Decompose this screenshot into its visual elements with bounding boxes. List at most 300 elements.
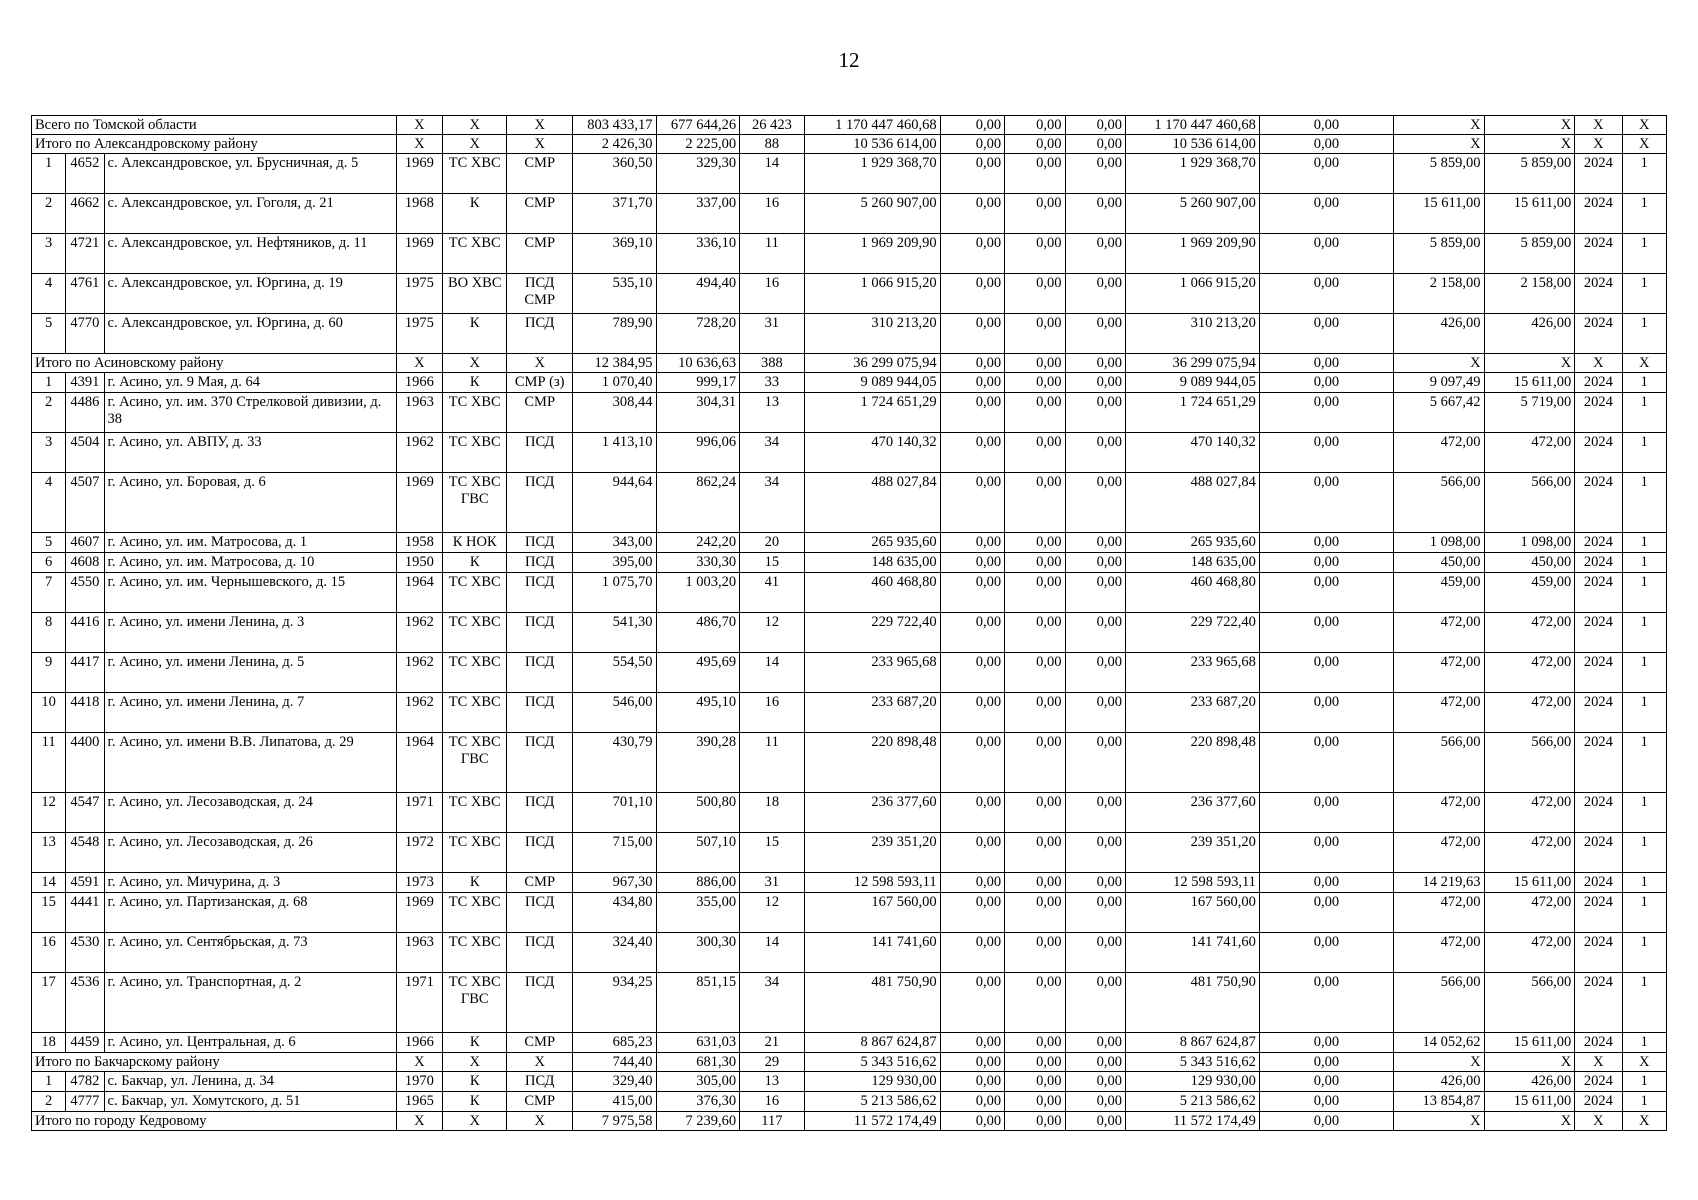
house-id-cell: 4761 [66,274,104,314]
data-cell: 0,00 [1005,693,1065,733]
address-cell: г. Асино, ул. им. Матросова, д. 10 [104,553,396,573]
data-cell: 265 935,60 [1125,533,1259,553]
data-cell: К [443,1092,507,1112]
data-cell: 1966 [396,1033,442,1053]
data-cell: 0,00 [1005,893,1065,933]
data-cell: 535,10 [572,274,656,314]
data-cell: 5 260 907,00 [1125,194,1259,234]
data-cell: 0,00 [940,1092,1004,1112]
data-cell: ТС ХВС [443,154,507,194]
data-cell: 0,00 [1065,653,1125,693]
table-row [32,933,1667,973]
data-cell: 2024 [1575,973,1622,1033]
data-cell: 472,00 [1393,433,1484,473]
data-cell: 472,00 [1484,433,1575,473]
data-cell: 0,00 [1065,793,1125,833]
data-cell: 0,00 [1259,135,1393,154]
data-cell: 944,64 [572,473,656,533]
data-cell: 1 [1622,473,1666,533]
table-row [32,1092,1667,1112]
data-cell: К [443,194,507,234]
housing-repair-register-table [31,115,1667,1131]
data-cell: Х [1393,135,1484,154]
data-cell: 0,00 [1259,116,1393,135]
data-cell: 744,40 [572,1053,656,1072]
data-cell: Х [1393,354,1484,373]
data-cell: 0,00 [1065,1072,1125,1092]
data-cell: 0,00 [1065,833,1125,873]
data-cell: 14 219,63 [1393,873,1484,893]
data-cell: 1962 [396,613,442,653]
data-cell: 2 426,30 [572,135,656,154]
data-cell: 1 724 651,29 [804,393,940,433]
data-cell: 1 [1622,314,1666,354]
data-cell: 0,00 [1005,393,1065,433]
data-cell: 0,00 [1259,653,1393,693]
data-cell: Х [396,1112,442,1131]
data-cell: 0,00 [1005,373,1065,393]
data-cell: Х [507,1112,572,1131]
data-cell: ПСД [507,833,572,873]
row-number-cell: 1 [32,373,66,393]
data-cell: 481 750,90 [804,973,940,1033]
house-id-cell: 4777 [66,1092,104,1112]
data-cell: 862,24 [656,473,740,533]
total-row [32,354,1667,373]
data-cell: Х [1622,116,1666,135]
data-cell: 1975 [396,314,442,354]
data-cell: 0,00 [1005,733,1065,793]
data-cell: 1966 [396,373,442,393]
data-cell: 2024 [1575,873,1622,893]
data-cell: 2024 [1575,933,1622,973]
data-cell: 0,00 [1065,893,1125,933]
data-cell: 0,00 [940,933,1004,973]
data-cell: 681,30 [656,1053,740,1072]
data-cell: 934,25 [572,973,656,1033]
data-cell: 1 [1622,893,1666,933]
data-cell: 541,30 [572,613,656,653]
data-cell: 14 [740,653,804,693]
data-cell: 5 859,00 [1484,154,1575,194]
data-cell: 0,00 [1065,1033,1125,1053]
data-cell: Х [396,116,442,135]
data-cell: 1 [1622,553,1666,573]
data-cell: 324,40 [572,933,656,973]
data-cell: 701,10 [572,793,656,833]
data-cell: 2024 [1575,653,1622,693]
data-cell: 1 [1622,154,1666,194]
data-cell: 1 [1622,613,1666,653]
address-cell: г. Асино, ул. Лесозаводская, д. 24 [104,793,396,833]
data-cell: Х [443,1053,507,1072]
data-cell: 355,00 [656,893,740,933]
data-cell: ПСД [507,553,572,573]
data-cell: ПСД [507,793,572,833]
data-cell: 242,20 [656,533,740,553]
data-cell: 0,00 [1005,553,1065,573]
data-cell: ПСД [507,893,572,933]
data-cell: 434,80 [572,893,656,933]
house-id-cell: 4591 [66,873,104,893]
house-id-cell: 4662 [66,194,104,234]
data-cell: 148 635,00 [1125,553,1259,573]
table-row [32,793,1667,833]
data-cell: ПСД [507,573,572,613]
address-cell: с. Александровское, ул. Брусничная, д. 5 [104,154,396,194]
data-cell: 0,00 [940,973,1004,1033]
data-cell: 10 536 614,00 [804,135,940,154]
row-number-cell: 5 [32,314,66,354]
house-id-cell: 4459 [66,1033,104,1053]
address-cell: г. Асино, ул. Мичурина, д. 3 [104,873,396,893]
data-cell: 5 719,00 [1484,393,1575,433]
data-cell: 2024 [1575,693,1622,733]
data-cell: 1 [1622,733,1666,793]
data-cell: 0,00 [1259,1092,1393,1112]
data-cell: 2024 [1575,314,1622,354]
data-cell: СМР [507,1033,572,1053]
data-cell: 5 213 586,62 [804,1092,940,1112]
house-id-cell: 4486 [66,393,104,433]
row-number-cell: 1 [32,154,66,194]
data-cell: 0,00 [1005,1053,1065,1072]
data-cell: Х [507,135,572,154]
data-cell: 2024 [1575,1072,1622,1092]
data-cell: 488 027,84 [804,473,940,533]
house-id-cell: 4418 [66,693,104,733]
address-cell: с. Бакчар, ул. Хомутского, д. 51 [104,1092,396,1112]
data-cell: 426,00 [1484,1072,1575,1092]
data-cell: 1 [1622,433,1666,473]
data-cell: 0,00 [940,553,1004,573]
data-cell: 129 930,00 [1125,1072,1259,1092]
data-cell: 5 343 516,62 [1125,1053,1259,1072]
data-cell: 310 213,20 [804,314,940,354]
data-cell: 426,00 [1393,314,1484,354]
data-cell: ТС ХВС [443,573,507,613]
data-cell: 12 598 593,11 [804,873,940,893]
table-row [32,433,1667,473]
data-cell: 167 560,00 [804,893,940,933]
data-cell: Х [1575,1053,1622,1072]
data-cell: 0,00 [1005,154,1065,194]
data-cell: 239 351,20 [804,833,940,873]
data-cell: 1 [1622,833,1666,873]
address-cell: г. Асино, ул. имени В.В. Липатова, д. 29 [104,733,396,793]
data-cell: 1 [1622,573,1666,613]
data-cell: 495,69 [656,653,740,693]
data-cell: 481 750,90 [1125,973,1259,1033]
address-cell: с. Александровское, ул. Нефтяников, д. 11 [104,234,396,274]
data-cell: 470 140,32 [804,433,940,473]
data-cell: Х [1484,135,1575,154]
data-cell: 450,00 [1484,553,1575,573]
house-id-cell: 4400 [66,733,104,793]
data-cell: Х [443,1112,507,1131]
table-row [32,893,1667,933]
data-cell: 0,00 [940,354,1004,373]
data-cell: 472,00 [1484,653,1575,693]
data-cell: 1958 [396,533,442,553]
data-cell: 996,06 [656,433,740,473]
data-cell: 7 975,58 [572,1112,656,1131]
data-cell: 472,00 [1484,833,1575,873]
data-cell: 15 611,00 [1393,194,1484,234]
data-cell: 16 [740,693,804,733]
data-cell: 0,00 [940,653,1004,693]
data-cell: 13 [740,393,804,433]
address-cell: г. Асино, ул. АВПУ, д. 33 [104,433,396,473]
data-cell: 0,00 [940,873,1004,893]
data-cell: 1 [1622,533,1666,553]
data-cell: К [443,314,507,354]
data-cell: 369,10 [572,234,656,274]
data-cell: Х [443,116,507,135]
data-cell: 1 170 447 460,68 [804,116,940,135]
data-cell: 2024 [1575,194,1622,234]
data-cell: 5 859,00 [1393,234,1484,274]
data-cell: 0,00 [1065,873,1125,893]
data-cell: 0,00 [1065,274,1125,314]
total-label: Итого по Асиновскому району [32,354,397,373]
data-cell: 2 225,00 [656,135,740,154]
table-row [32,693,1667,733]
house-id-cell: 4548 [66,833,104,873]
data-cell: 472,00 [1393,933,1484,973]
data-cell: 1 [1622,1092,1666,1112]
table-row [32,1072,1667,1092]
data-cell: К НОК [443,533,507,553]
data-cell: 31 [740,873,804,893]
data-cell: 472,00 [1393,613,1484,653]
data-cell: 886,00 [656,873,740,893]
data-cell: 0,00 [940,1112,1004,1131]
data-cell: 220 898,48 [1125,733,1259,793]
house-id-cell: 4507 [66,473,104,533]
data-cell: Х [1484,116,1575,135]
data-cell: СМР [507,393,572,433]
data-cell: 0,00 [1065,1092,1125,1112]
data-cell: 1 413,10 [572,433,656,473]
data-cell: 5 667,42 [1393,393,1484,433]
data-cell: 8 867 624,87 [804,1033,940,1053]
data-cell: 0,00 [940,613,1004,653]
data-cell: 236 377,60 [804,793,940,833]
data-cell: 1964 [396,573,442,613]
data-cell: 11 572 174,49 [1125,1112,1259,1131]
data-cell: 10 536 614,00 [1125,135,1259,154]
data-cell: 388 [740,354,804,373]
data-cell: 472,00 [1484,693,1575,733]
house-id-cell: 4441 [66,893,104,933]
data-cell: 0,00 [1065,1053,1125,1072]
table-row [32,653,1667,693]
data-cell: 0,00 [1005,274,1065,314]
data-cell: 0,00 [1259,693,1393,733]
table-row [32,373,1667,393]
data-cell: ПСД [507,1072,572,1092]
data-cell: 41 [740,573,804,613]
row-number-cell: 1 [32,1072,66,1092]
data-cell: 0,00 [1065,573,1125,613]
data-cell: 2024 [1575,154,1622,194]
data-cell: 0,00 [1005,973,1065,1033]
data-cell: 460 468,80 [804,573,940,613]
house-id-cell: 4547 [66,793,104,833]
data-cell: 500,80 [656,793,740,833]
data-cell: 2024 [1575,833,1622,873]
row-number-cell: 3 [32,234,66,274]
data-cell: 472,00 [1393,653,1484,693]
data-cell: 0,00 [1259,393,1393,433]
data-cell: 8 867 624,87 [1125,1033,1259,1053]
data-cell: 360,50 [572,154,656,194]
data-cell: 1964 [396,733,442,793]
row-number-cell: 6 [32,553,66,573]
data-cell: ПСД [507,693,572,733]
data-cell: 2024 [1575,373,1622,393]
data-cell: 1 [1622,234,1666,274]
data-cell: 0,00 [1065,154,1125,194]
data-cell: 0,00 [1065,194,1125,234]
data-cell: 1962 [396,693,442,733]
address-cell: г. Асино, ул. имени Ленина, д. 5 [104,653,396,693]
address-cell: г. Асино, ул. им. Чернышевского, д. 15 [104,573,396,613]
data-cell: 5 260 907,00 [804,194,940,234]
data-cell: 0,00 [940,1033,1004,1053]
data-cell: 12 598 593,11 [1125,873,1259,893]
data-cell: Х [396,135,442,154]
data-cell: 310 213,20 [1125,314,1259,354]
data-cell: 1969 [396,234,442,274]
data-cell: 0,00 [1259,1053,1393,1072]
data-cell: 300,30 [656,933,740,973]
data-cell: 141 741,60 [1125,933,1259,973]
data-cell: 0,00 [1259,194,1393,234]
data-cell: 677 644,26 [656,116,740,135]
address-cell: г. Асино, ул. Сентябрьская, д. 73 [104,933,396,973]
data-cell: 1 [1622,973,1666,1033]
data-cell: 0,00 [1065,354,1125,373]
data-cell: 566,00 [1393,473,1484,533]
data-cell: 472,00 [1484,613,1575,653]
data-cell: 2 158,00 [1393,274,1484,314]
data-cell: 34 [740,473,804,533]
data-cell: 0,00 [940,533,1004,553]
data-cell: 11 572 174,49 [804,1112,940,1131]
data-cell: 459,00 [1393,573,1484,613]
data-cell: 5 859,00 [1484,234,1575,274]
table-row [32,314,1667,354]
data-cell: 0,00 [1065,933,1125,973]
data-cell: 789,90 [572,314,656,354]
data-cell: 0,00 [940,234,1004,274]
data-cell: 728,20 [656,314,740,354]
total-row [32,135,1667,154]
data-cell: Х [507,116,572,135]
house-id-cell: 4530 [66,933,104,973]
data-cell: 999,17 [656,373,740,393]
data-cell: 1969 [396,473,442,533]
address-cell: г. Асино, ул. имени Ленина, д. 7 [104,693,396,733]
data-cell: 395,00 [572,553,656,573]
data-cell: 15 611,00 [1484,1092,1575,1112]
data-cell: 9 089 944,05 [1125,373,1259,393]
table-row [32,473,1667,533]
data-cell: ТС ХВС [443,933,507,973]
data-cell: 0,00 [1259,314,1393,354]
data-cell: 1 969 209,90 [1125,234,1259,274]
table-row [32,393,1667,433]
total-row [32,116,1667,135]
data-cell: 376,30 [656,1092,740,1112]
row-number-cell: 7 [32,573,66,613]
data-cell: 229 722,40 [804,613,940,653]
data-cell: 0,00 [1065,234,1125,274]
data-cell: 1 [1622,693,1666,733]
data-cell: 2024 [1575,573,1622,613]
data-cell: 2 158,00 [1484,274,1575,314]
data-cell: 0,00 [1259,154,1393,194]
data-cell: 233 687,20 [804,693,940,733]
data-cell: 0,00 [940,274,1004,314]
data-cell: 2024 [1575,393,1622,433]
row-number-cell: 9 [32,653,66,693]
data-cell: 1 [1622,393,1666,433]
data-cell: 5 343 516,62 [804,1053,940,1072]
data-cell: 0,00 [1065,135,1125,154]
data-cell: 14 [740,933,804,973]
data-cell: 0,00 [1005,933,1065,973]
data-cell: 1 [1622,1072,1666,1092]
data-cell: 1973 [396,873,442,893]
address-cell: г. Асино, ул. им. 370 Стрелковой дивизии, д. 38 [104,393,396,433]
data-cell: 13 [740,1072,804,1092]
data-cell: 554,50 [572,653,656,693]
data-cell: 1 075,70 [572,573,656,613]
data-cell: 304,31 [656,393,740,433]
data-cell: 15 611,00 [1484,1033,1575,1053]
data-cell: 0,00 [1065,693,1125,733]
data-cell: ПСД [507,933,572,973]
data-cell: 2024 [1575,1033,1622,1053]
data-cell: 566,00 [1484,473,1575,533]
data-cell: ТС ХВС [443,234,507,274]
data-cell: 0,00 [1259,573,1393,613]
data-cell: 0,00 [1259,793,1393,833]
data-cell: 0,00 [1065,1112,1125,1131]
data-cell: 0,00 [1005,1092,1065,1112]
data-cell: 0,00 [1259,893,1393,933]
data-cell: 0,00 [940,833,1004,873]
data-cell: 0,00 [1005,533,1065,553]
data-cell: 472,00 [1484,933,1575,973]
house-id-cell: 4391 [66,373,104,393]
data-cell: 0,00 [1065,553,1125,573]
row-number-cell: 15 [32,893,66,933]
data-cell: 1963 [396,393,442,433]
data-cell: 2024 [1575,274,1622,314]
table-row [32,733,1667,793]
data-cell: 15 611,00 [1484,194,1575,234]
table-row [32,573,1667,613]
data-cell: 0,00 [1259,473,1393,533]
table-row [32,154,1667,194]
data-cell: 29 [740,1053,804,1072]
row-number-cell: 13 [32,833,66,873]
total-row [32,1053,1667,1072]
